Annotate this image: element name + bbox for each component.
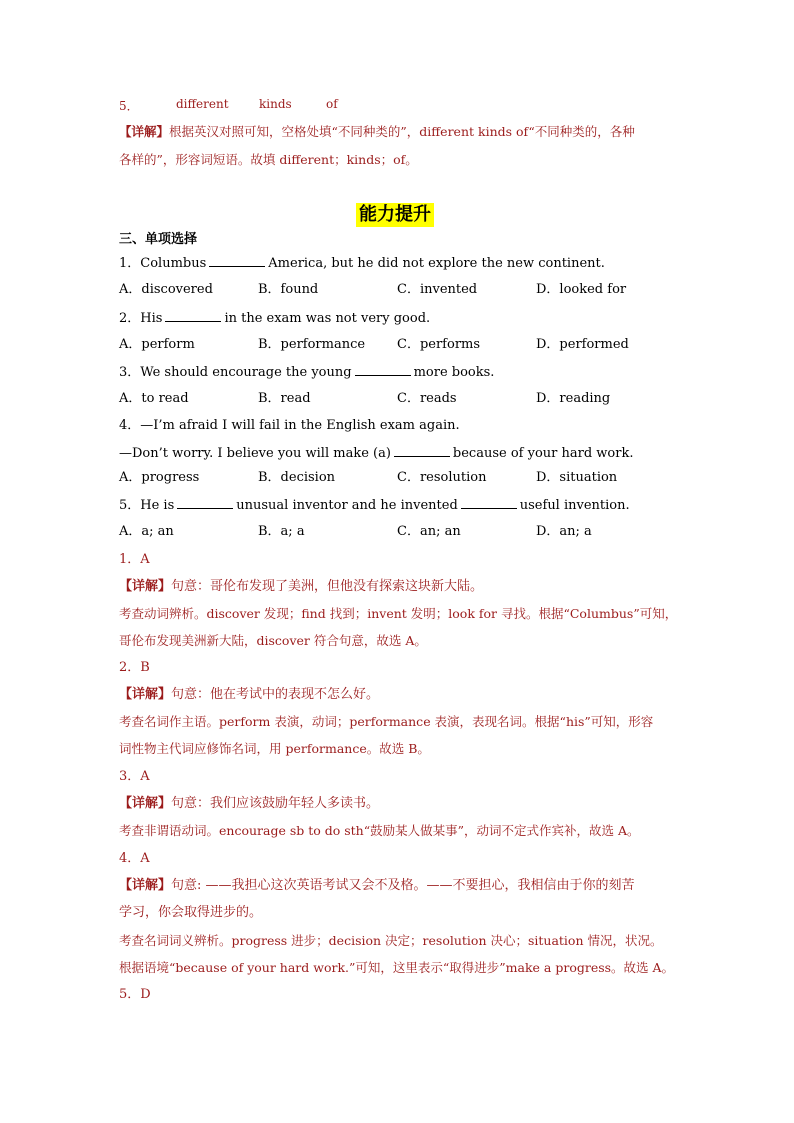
answer-5-key: 5．D xyxy=(119,987,151,1002)
question-5-stem: 5．He is unusual inventor and he invented useful invention. xyxy=(119,498,630,513)
question-4-option-c: C．resolution xyxy=(397,470,487,485)
question-2-option-a: A．perform xyxy=(119,337,195,352)
answer-1-line-2: 哥伦布发现美洲新大陆，discover 符合句意，故选 A。 xyxy=(119,633,427,648)
answer-4-detail: 【详解】句意: ——我担心这次英语考试又会不及格。——不要担心，我相信由于你的刻苦 xyxy=(119,878,635,893)
question-2-option-d: D．performed xyxy=(536,337,629,352)
prev-answer-word-3: of xyxy=(326,97,338,111)
answer-2-key: 2．B xyxy=(119,660,150,675)
question-4-stem-2: —Don’t worry. I believe you will make (a) because of your hard work. xyxy=(119,446,634,461)
answer-blank xyxy=(355,363,411,376)
answer-1-line-1: 考查动词辨析。discover 发现；find 找到；invent 发明；look for 寻找。根据“Columbus”可知， xyxy=(119,606,678,621)
section-heading: 三、单项选择 xyxy=(119,232,198,247)
answer-blank xyxy=(177,496,233,509)
answer-1-detail: 【详解】句意：哥伦布发现了美洲，但他没有探索这块新大陆。 xyxy=(119,579,484,594)
question-5-option-b: B．a; a xyxy=(258,524,305,539)
prev-detail-line-2: 各样的”，形容词短语。故填 different；kinds；of。 xyxy=(119,152,418,167)
answer-1-key: 1．A xyxy=(119,552,150,567)
answer-2-line-1: 考查名词作主语。perform 表演，动词；performance 表演，表现名词。根据“his”可知，形容 xyxy=(119,714,654,729)
question-4-option-d: D．situation xyxy=(536,470,618,485)
answer-4-line-2: 考查名词词义辨析。progress 进步；decision 决定；resolution 决心；situation 情况，状况。 xyxy=(119,933,663,948)
question-1-option-d: D．looked for xyxy=(536,282,627,297)
answer-4-key: 4．A xyxy=(119,851,150,866)
question-4-option-b: B．decision xyxy=(258,470,336,485)
question-5-option-d: D．an; a xyxy=(536,524,592,539)
question-1-option-a: A．discovered xyxy=(119,282,213,297)
question-1-option-c: C．invented xyxy=(397,282,478,297)
prev-answer-word-2: kinds xyxy=(259,97,292,111)
question-2-option-c: C．performs xyxy=(397,337,481,352)
detail-text: 根据英汉对照可知，空格处填“不同种类的”，different kinds of“不同种类的，各种 xyxy=(169,124,635,139)
section-title: 能力提升 xyxy=(356,203,434,227)
question-3-option-b: B．read xyxy=(258,391,311,406)
answer-3-detail: 【详解】句意：我们应该鼓励年轻人多读书。 xyxy=(119,796,380,811)
question-4-option-a: A．progress xyxy=(119,470,200,485)
answer-blank xyxy=(394,444,450,457)
question-1-stem: 1．Columbus America, but he did not explore the new continent. xyxy=(119,256,605,271)
answer-blank xyxy=(461,496,517,509)
prev-answer-word-1: different xyxy=(176,97,229,111)
question-4-stem: 4．—I’m afraid I will fail in the English exam again. xyxy=(119,418,460,433)
question-3-option-a: A．to read xyxy=(119,391,189,406)
answer-3-key: 3．A xyxy=(119,769,150,784)
question-1-option-b: B．found xyxy=(258,282,319,297)
answer-blank xyxy=(165,309,221,322)
answer-3-line-1: 考查非谓语动词。encourage sb to do sth“鼓励某人做某事”，动词不定式作宾补，故选 A。 xyxy=(119,823,640,838)
question-2-option-b: B．performance xyxy=(258,337,366,352)
question-3-stem: 3．We should encourage the young more books. xyxy=(119,365,495,380)
prev-detail-line-1 xyxy=(119,123,635,141)
answer-4-line-1: 学习，你会取得进步的。 xyxy=(119,905,263,920)
prev-answer-number: 5． xyxy=(119,99,139,113)
question-3-option-c: C．reads xyxy=(397,391,457,406)
question-2-stem: 2．His in the exam was not very good. xyxy=(119,311,431,326)
question-3-option-d: D．reading xyxy=(536,391,611,406)
question-5-option-a: A．a; an xyxy=(119,524,174,539)
question-5-option-c: C．an; an xyxy=(397,524,461,539)
answer-2-line-2: 词性物主代词应修饰名词，用 performance。故选 B。 xyxy=(119,741,430,756)
detail-label: 【详解】 xyxy=(119,124,170,139)
answer-blank xyxy=(209,254,265,267)
answer-2-detail: 【详解】句意：他在考试中的表现不怎么好。 xyxy=(119,687,380,702)
answer-4-line-3: 根据语境“because of your hard work.”可知，这里表示“取得进步”make a progress。故选 A。 xyxy=(119,960,675,975)
